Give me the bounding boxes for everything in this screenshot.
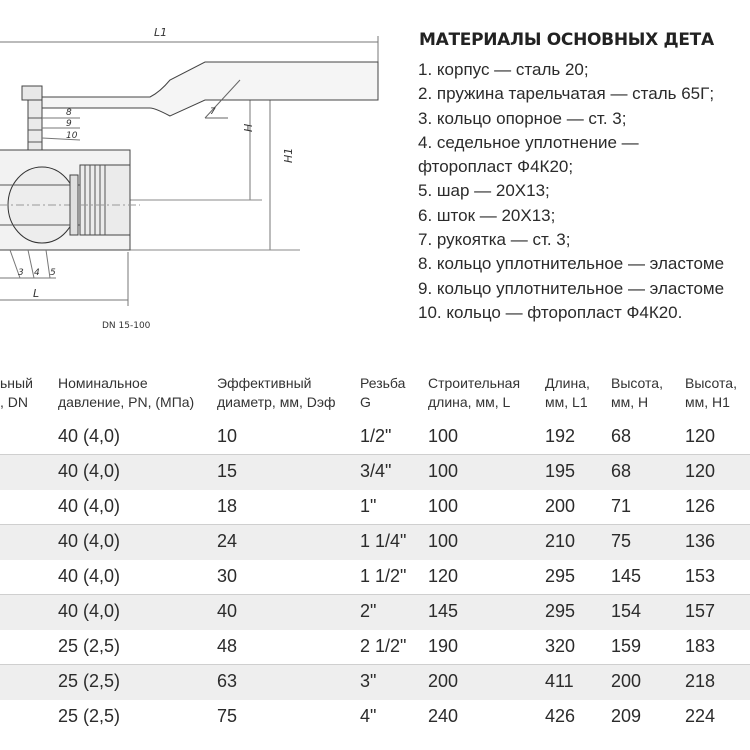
header-line: Длина, xyxy=(545,375,590,391)
table-row xyxy=(0,560,750,595)
callout-7: 7 xyxy=(210,107,216,117)
material-item-4: 4. седельное уплотнение — xyxy=(418,132,639,152)
header-length-l1 xyxy=(545,374,590,412)
table-row xyxy=(0,455,750,490)
callout-10: 10 xyxy=(66,131,78,141)
material-item-4-continued: фторопласт Ф4К20; xyxy=(418,157,574,177)
cell-height-h1: 120 xyxy=(685,426,716,446)
header-line: мм, H xyxy=(611,394,649,410)
cell-diameter: 18 xyxy=(217,496,238,516)
header-line: давление, PN, (МПа) xyxy=(58,394,195,410)
callout-9: 9 xyxy=(66,119,72,129)
header-height-h xyxy=(611,374,663,412)
cell-height-h1: 120 xyxy=(685,461,716,481)
header-diameter xyxy=(217,374,336,412)
header-line: Строительная xyxy=(428,375,521,391)
cell-thread: 4" xyxy=(360,706,377,726)
cell-pressure: 40 (4,0) xyxy=(58,496,121,516)
cell-diameter: 48 xyxy=(217,636,238,656)
cell-length-l: 100 xyxy=(428,531,459,551)
header-length-l xyxy=(428,374,520,412)
cell-height-h1: 183 xyxy=(685,636,716,656)
cell-pressure: 25 (2,5) xyxy=(58,706,121,726)
table-row xyxy=(0,630,750,665)
header-line: Эффективный xyxy=(217,375,312,391)
header-line: диаметр, мм, Dэф xyxy=(217,394,336,410)
header-line: мм, H1 xyxy=(685,394,730,410)
table-row xyxy=(0,490,750,525)
cell-pressure: 40 (4,0) xyxy=(58,426,121,446)
dim-label-h1: H1 xyxy=(282,147,295,163)
material-item-6: 6. шток — 20Х13; xyxy=(418,205,556,225)
header-line: мм, L1 xyxy=(545,394,588,410)
cell-pressure: 40 (4,0) xyxy=(58,461,121,481)
cell-diameter: 10 xyxy=(217,426,238,446)
row-divider xyxy=(0,524,750,525)
cell-thread: 1/2" xyxy=(360,426,392,446)
cell-pressure: 25 (2,5) xyxy=(58,636,121,656)
material-item-5: 5. шар — 20Х13; xyxy=(418,181,550,201)
cell-height-h: 75 xyxy=(611,531,632,551)
cell-diameter: 30 xyxy=(217,566,238,586)
dim-label-l1: L1 xyxy=(154,26,168,39)
cell-thread: 3" xyxy=(360,671,377,691)
cell-length-l1: 195 xyxy=(545,461,576,481)
cell-thread: 1 1/2" xyxy=(360,566,407,586)
cell-length-l: 120 xyxy=(428,566,459,586)
cell-thread: 2 1/2" xyxy=(360,636,407,656)
cell-length-l: 100 xyxy=(428,496,459,516)
callout-5: 5 xyxy=(50,268,56,278)
cell-pressure: 40 (4,0) xyxy=(58,566,121,586)
cell-length-l1: 192 xyxy=(545,426,576,446)
cell-height-h: 154 xyxy=(611,601,642,621)
cell-height-h1: 157 xyxy=(685,601,716,621)
dim-label-l: L xyxy=(33,287,40,300)
material-item-10: 10. кольцо — фторопласт Ф4К20. xyxy=(418,302,683,322)
cell-length-l: 100 xyxy=(428,461,459,481)
callout-8: 8 xyxy=(66,108,72,118)
table-row xyxy=(0,665,750,700)
material-item-8: 8. кольцо уплотнительное — эластоме xyxy=(418,254,725,274)
material-item-2: 2. пружина тарельчатая — сталь 65Г; xyxy=(418,84,715,104)
materials-title: МАТЕРИАЛЫ ОСНОВНЫХ ДЕТА xyxy=(419,30,714,50)
table-row xyxy=(0,525,750,560)
cell-height-h: 159 xyxy=(611,636,642,656)
header-height-h1 xyxy=(685,374,737,412)
materials-list xyxy=(418,58,724,325)
table-row xyxy=(0,595,750,630)
cell-length-l: 240 xyxy=(428,706,459,726)
cell-height-h1: 136 xyxy=(685,531,716,551)
cell-thread: 2" xyxy=(360,601,377,621)
cell-diameter: 40 xyxy=(217,601,238,621)
header-line: , DN xyxy=(0,394,28,410)
row-divider xyxy=(0,454,750,455)
cell-height-h: 200 xyxy=(611,671,642,691)
material-item-1: 1. корпус — сталь 20; xyxy=(418,60,589,79)
header-line: Номинальное xyxy=(58,375,148,391)
cell-height-h: 68 xyxy=(611,461,632,481)
cell-thread: 1 1/4" xyxy=(360,531,407,551)
table-row xyxy=(0,420,750,455)
cell-height-h1: 224 xyxy=(685,706,716,726)
cell-height-h: 71 xyxy=(611,496,632,516)
header-thread xyxy=(360,374,405,412)
callout-3: 3 xyxy=(18,268,24,278)
cell-pressure: 40 (4,0) xyxy=(58,531,121,551)
material-item-9: 9. кольцо уплотнительное — эластоме xyxy=(418,278,725,298)
header-line: Высота, xyxy=(685,375,737,391)
cell-length-l: 190 xyxy=(428,636,459,656)
cell-height-h1: 218 xyxy=(685,671,716,691)
cell-length-l: 100 xyxy=(428,426,459,446)
header-line: длина, мм, L xyxy=(428,394,511,410)
material-item-3: 3. кольцо опорное — ст. 3; xyxy=(418,108,627,128)
cell-length-l1: 200 xyxy=(545,496,576,516)
header-line: G xyxy=(360,394,371,410)
cell-length-l1: 295 xyxy=(545,601,576,621)
material-item-7: 7. рукоятка — ст. 3; xyxy=(418,230,571,250)
cell-thread: 3/4" xyxy=(360,461,392,481)
cell-height-h: 68 xyxy=(611,426,632,446)
cell-height-h1: 153 xyxy=(685,566,716,586)
cell-height-h1: 126 xyxy=(685,496,716,516)
cell-diameter: 63 xyxy=(217,671,238,691)
cell-length-l1: 295 xyxy=(545,566,576,586)
cell-height-h: 145 xyxy=(611,566,642,586)
cell-length-l: 200 xyxy=(428,671,459,691)
ball-valve-drawing xyxy=(0,0,400,345)
cell-diameter: 75 xyxy=(217,706,238,726)
drawing-caption: DN 15-100 xyxy=(102,321,151,331)
cell-diameter: 15 xyxy=(217,461,238,481)
header-line: Высота, xyxy=(611,375,663,391)
cell-diameter: 24 xyxy=(217,531,238,551)
cell-length-l1: 411 xyxy=(545,671,574,691)
cell-length-l1: 210 xyxy=(545,531,576,551)
row-divider xyxy=(0,594,750,595)
cell-pressure: 25 (2,5) xyxy=(58,671,121,691)
cell-length-l1: 320 xyxy=(545,636,576,656)
row-divider xyxy=(0,664,750,665)
dim-label-h: H xyxy=(242,123,255,132)
table-row xyxy=(0,700,750,735)
header-dn xyxy=(0,374,33,412)
callout-4: 4 xyxy=(34,268,40,278)
cell-pressure: 40 (4,0) xyxy=(58,601,121,621)
header-line: Резьба xyxy=(360,375,406,391)
header-line: ьный xyxy=(0,375,33,391)
cell-length-l1: 426 xyxy=(545,706,576,726)
cell-thread: 1" xyxy=(360,496,377,516)
cell-height-h: 209 xyxy=(611,706,642,726)
cell-length-l: 145 xyxy=(428,601,459,621)
header-pressure xyxy=(58,374,194,412)
